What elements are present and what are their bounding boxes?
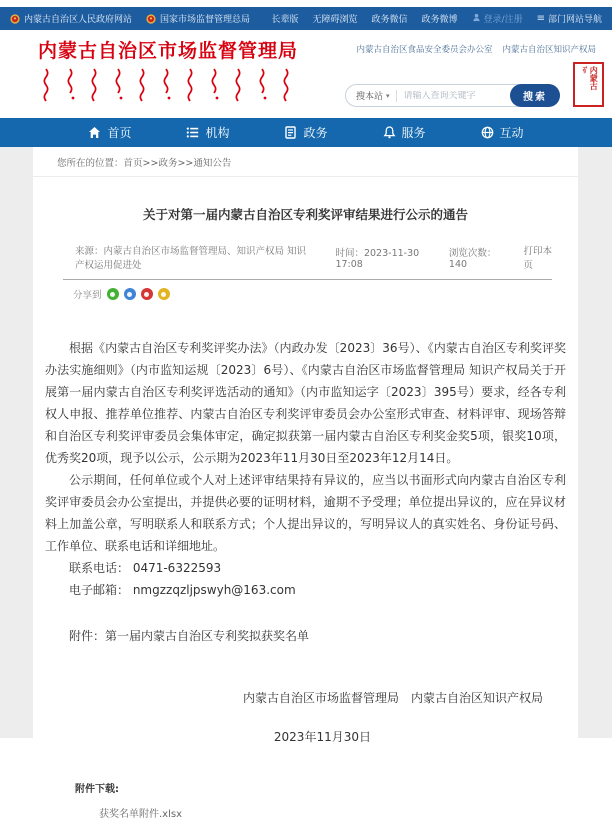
nav-item-home[interactable]: 首页	[88, 124, 131, 141]
qq-share-icon[interactable]	[124, 288, 136, 300]
elder-version-link[interactable]: 长辈版	[271, 15, 299, 25]
article-meta	[75, 243, 566, 271]
gov-wechat-link[interactable]: 政务微信	[371, 15, 408, 25]
samr-label: 国家市场监督管理总局	[160, 15, 251, 25]
seal-decoration: ᠎ᠮᠥ	[580, 66, 588, 74]
mongolian-script	[40, 66, 302, 112]
article-paragraph: 公示期间，任何单位或个人对上述评审结果持有异议的，应当以书面形式向内蒙古自治区专利奖评审委员会办公室提出，并提供必要的证明材料，逾期不予受理；单位提出异议的，应在异议材料上加盖公章，写明联系人和联系方式；个人提出异议的，写明异议人的真实姓名、身份证号码、工作单位、联系电话和详细地址。	[45, 473, 566, 553]
share-row	[73, 287, 566, 301]
site-header	[0, 30, 612, 118]
issuing-authorities: 内蒙古自治区市场监督管理局 内蒙古自治区知识产权局	[242, 691, 543, 705]
accessibility-link[interactable]: 无障碍浏览	[312, 15, 358, 25]
breadcrumb-label: 您所在的位置：	[57, 158, 124, 169]
article-title: 关于对第一届内蒙古自治区专利奖评审结果进行公示的通告	[142, 207, 468, 222]
search-input[interactable]	[397, 91, 510, 101]
content-card	[33, 147, 578, 840]
page-background	[0, 147, 612, 820]
document-icon	[284, 126, 297, 139]
seal-text: 内蒙古	[589, 66, 599, 90]
share-label: 分享到	[73, 290, 102, 301]
document-date: 2023年11月30日	[273, 730, 371, 744]
related-site-links	[356, 43, 596, 55]
divider	[63, 279, 552, 280]
samr-link[interactable]	[146, 12, 250, 25]
attachment-file-link[interactable]: 获奖名单附件.xlsx	[99, 809, 183, 820]
article-body	[45, 337, 566, 748]
chevron-down-icon: ▾	[386, 91, 390, 100]
attachment-download-section	[75, 780, 566, 840]
site-title: 内蒙古自治区市场监督管理局	[38, 40, 299, 62]
gov-weibo-link[interactable]: 政务微博	[421, 15, 458, 25]
article-views: 浏览次数：140	[448, 247, 497, 270]
weibo-share-icon[interactable]	[141, 288, 153, 300]
qzone-share-icon[interactable]	[158, 288, 170, 300]
list-icon	[186, 126, 199, 139]
article-time: 时间：2023-11-30 17:08	[335, 247, 420, 270]
bell-icon	[383, 126, 396, 139]
topbar-right-links	[271, 12, 602, 25]
attachment-download-title: 附件下载:	[75, 784, 119, 795]
article	[33, 205, 578, 840]
nav-item-government-affairs[interactable]: 政务	[284, 124, 327, 141]
nav-item-interaction[interactable]: 互动	[481, 124, 524, 141]
login-register-link[interactable]: 登录/注册	[472, 12, 523, 25]
nav-item-org[interactable]: 机构	[186, 124, 229, 141]
search-button[interactable]: 搜索	[510, 84, 560, 107]
main-nav	[0, 118, 612, 147]
breadcrumb-home[interactable]: 首页	[123, 158, 143, 169]
article-source: 来源：内蒙古自治区市场监督管理局、知识产权局 知识产权运用促进处	[75, 246, 307, 271]
dept-site-nav-link[interactable]: ≡ 部门网站导航	[536, 13, 602, 25]
govt-portal-label: 内蒙古自治区人民政府网站	[24, 15, 133, 25]
search-scope-select[interactable]: 搜本站 ▾	[356, 91, 390, 102]
official-seal	[573, 62, 604, 107]
wechat-share-icon[interactable]	[107, 288, 119, 300]
menu-icon: ≡	[536, 13, 545, 24]
govt-portal-link[interactable]	[10, 12, 132, 25]
breadcrumb-zhengwu[interactable]: 政务	[158, 158, 178, 169]
user-icon	[472, 13, 481, 25]
food-safety-office-link[interactable]: 内蒙古自治区食品安全委员会办公室	[356, 45, 493, 55]
national-emblem-icon	[146, 14, 156, 24]
home-icon	[88, 126, 101, 139]
attachment-reference: 附件：第一届内蒙古自治区专利奖拟获奖名单	[69, 629, 310, 643]
breadcrumb: 您所在的位置：首页>>政务>>通知公告	[33, 147, 578, 177]
print-page-button[interactable]: 打印本页	[523, 246, 553, 271]
national-emblem-icon	[10, 14, 20, 24]
search-bar	[345, 84, 560, 107]
topbar	[0, 7, 612, 30]
ip-administration-link[interactable]: 内蒙古自治区知识产权局	[502, 45, 596, 55]
top-whitespace	[0, 0, 612, 7]
article-paragraph: 根据《内蒙古自治区专利奖评奖办法》（内政办发〔2023〕36号）、《内蒙古自治区专利奖评奖办法实施细则》（内市监知运规〔2023〕6号）、《内蒙古自治区市场监督管理局 知识产权局关于开展第一届内蒙古自治区专利奖评选活动的通知》（内市监知运字〔2023〕395号）要求，经各专利权人申报、推荐单位推荐、内蒙古自治区专利奖评审委员会办公室形式审查、材料评审、现场答辩和自治区专利奖评审委员会集体审定，确定拟获第一届内蒙古自治区专利奖金奖5项，银奖10项，优秀奖20项，现予以公示，公示期为2023年11月30日至2023年12月14日。	[45, 341, 566, 465]
topbar-left-links	[10, 12, 250, 25]
globe-icon	[481, 126, 494, 139]
breadcrumb-notices[interactable]: 通知公告	[193, 158, 232, 169]
nav-item-services[interactable]: 服务	[383, 124, 426, 141]
contact-email: 电子邮箱： nmgzzqzljpswyh@163.com	[69, 583, 296, 597]
contact-phone: 联系电话： 0471-6322593	[69, 561, 222, 575]
